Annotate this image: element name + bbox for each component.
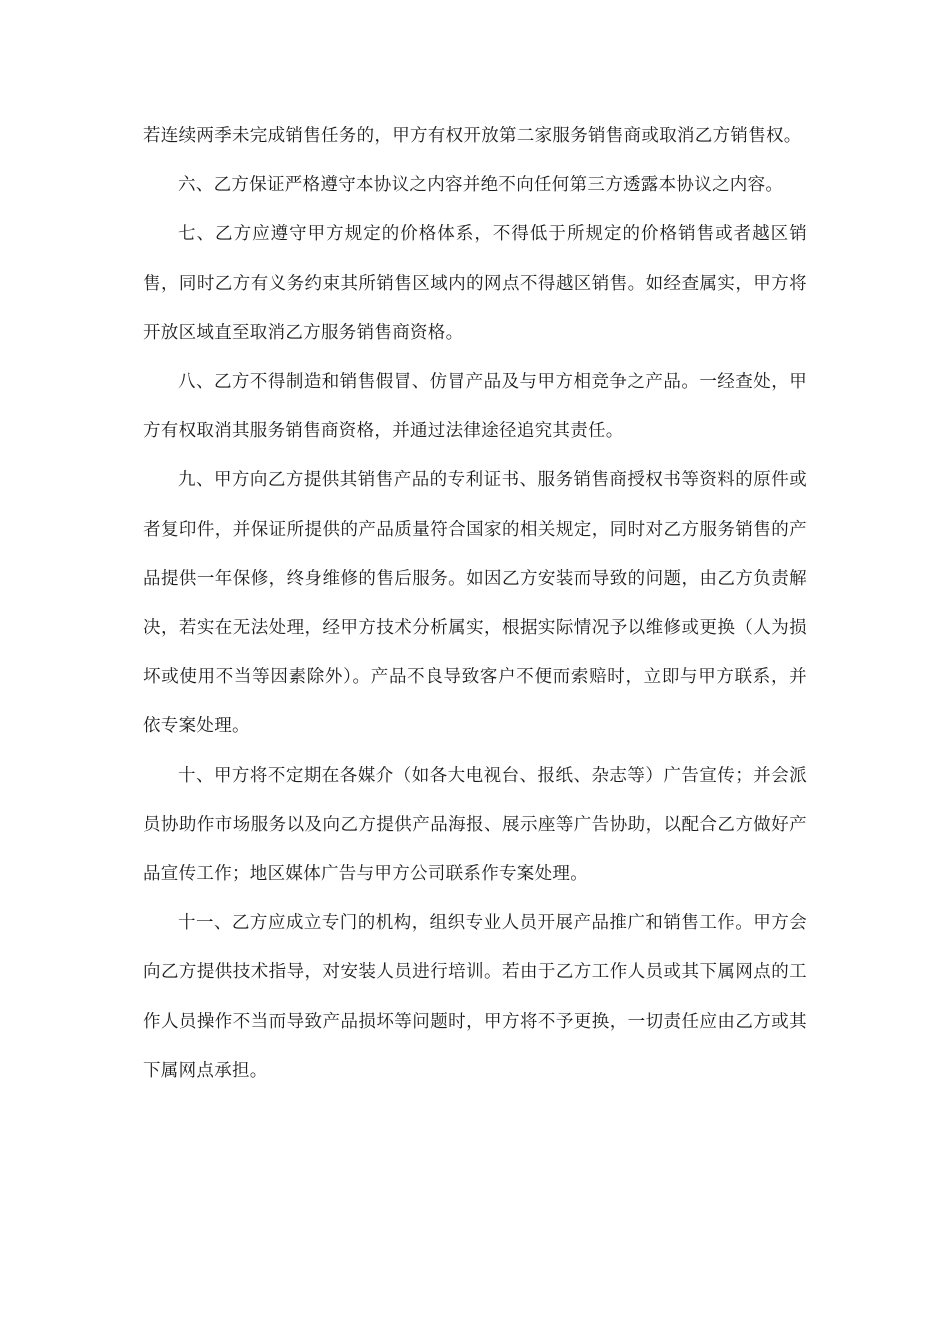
paragraph-clause-6: 六、乙方保证严格遵守本协议之内容并绝不向任何第三方透露本协议之内容。 <box>178 175 784 196</box>
paragraph-clause-9: 九、甲方向乙方提供其销售产品的专利证书、服务销售商授权书等资料的原件或者复印件，并保证所提供的产品质量符合国家的相关规定，同时对乙方服务销售的产品提供一年保修，终身维修的售后服务。如因乙方安装而导致的问题，由乙方负责解决，若实在无法处理，经甲方技术分析属实，根据实际情况予以维修或更换（人为损坏或使用不当等因素除外）。产品不良导致客户不便而索赔时，立即与甲方联系，并依专案处理。 <box>143 470 807 737</box>
paragraph-clause-8: 八、乙方不得制造和销售假冒、仿冒产品及与甲方相竞争之产品。一经查处，甲方有权取消其服务销售商资格，并通过法律途径追究其责任。 <box>143 372 807 442</box>
document-page <box>143 112 807 1096</box>
paragraph-continuation: 若连续两季未完成销售任务的，甲方有权开放第二家服务销售商或取消乙方销售权。 <box>143 126 802 146</box>
paragraph-clause-11: 十一、乙方应成立专门的机构，组织专业人员开展产品推广和销售工作。甲方会向乙方提供技术指导，对安装人员进行培训。若由于乙方工作人员或其下属网点的工作人员操作不当而导致产品损坏等问题时，甲方将不予更换，一切责任应由乙方或其下属网点承担。 <box>143 913 807 1081</box>
paragraph-clause-10: 十、甲方将不定期在各媒介（如各大电视台、报纸、杂志等）广告宣传；并会派员协助作市场服务以及向乙方提供产品海报、展示座等广告协助，以配合乙方做好产品宣传工作；地区媒体广告与甲方公司联系作专案处理。 <box>143 765 807 885</box>
paragraph-clause-7: 七、乙方应遵守甲方规定的价格体系，不得低于所规定的价格销售或者越区销售，同时乙方有义务约束其所销售区域内的网点不得越区销售。如经查属实，甲方将开放区域直至取消乙方服务销售商资格。 <box>143 224 807 343</box>
